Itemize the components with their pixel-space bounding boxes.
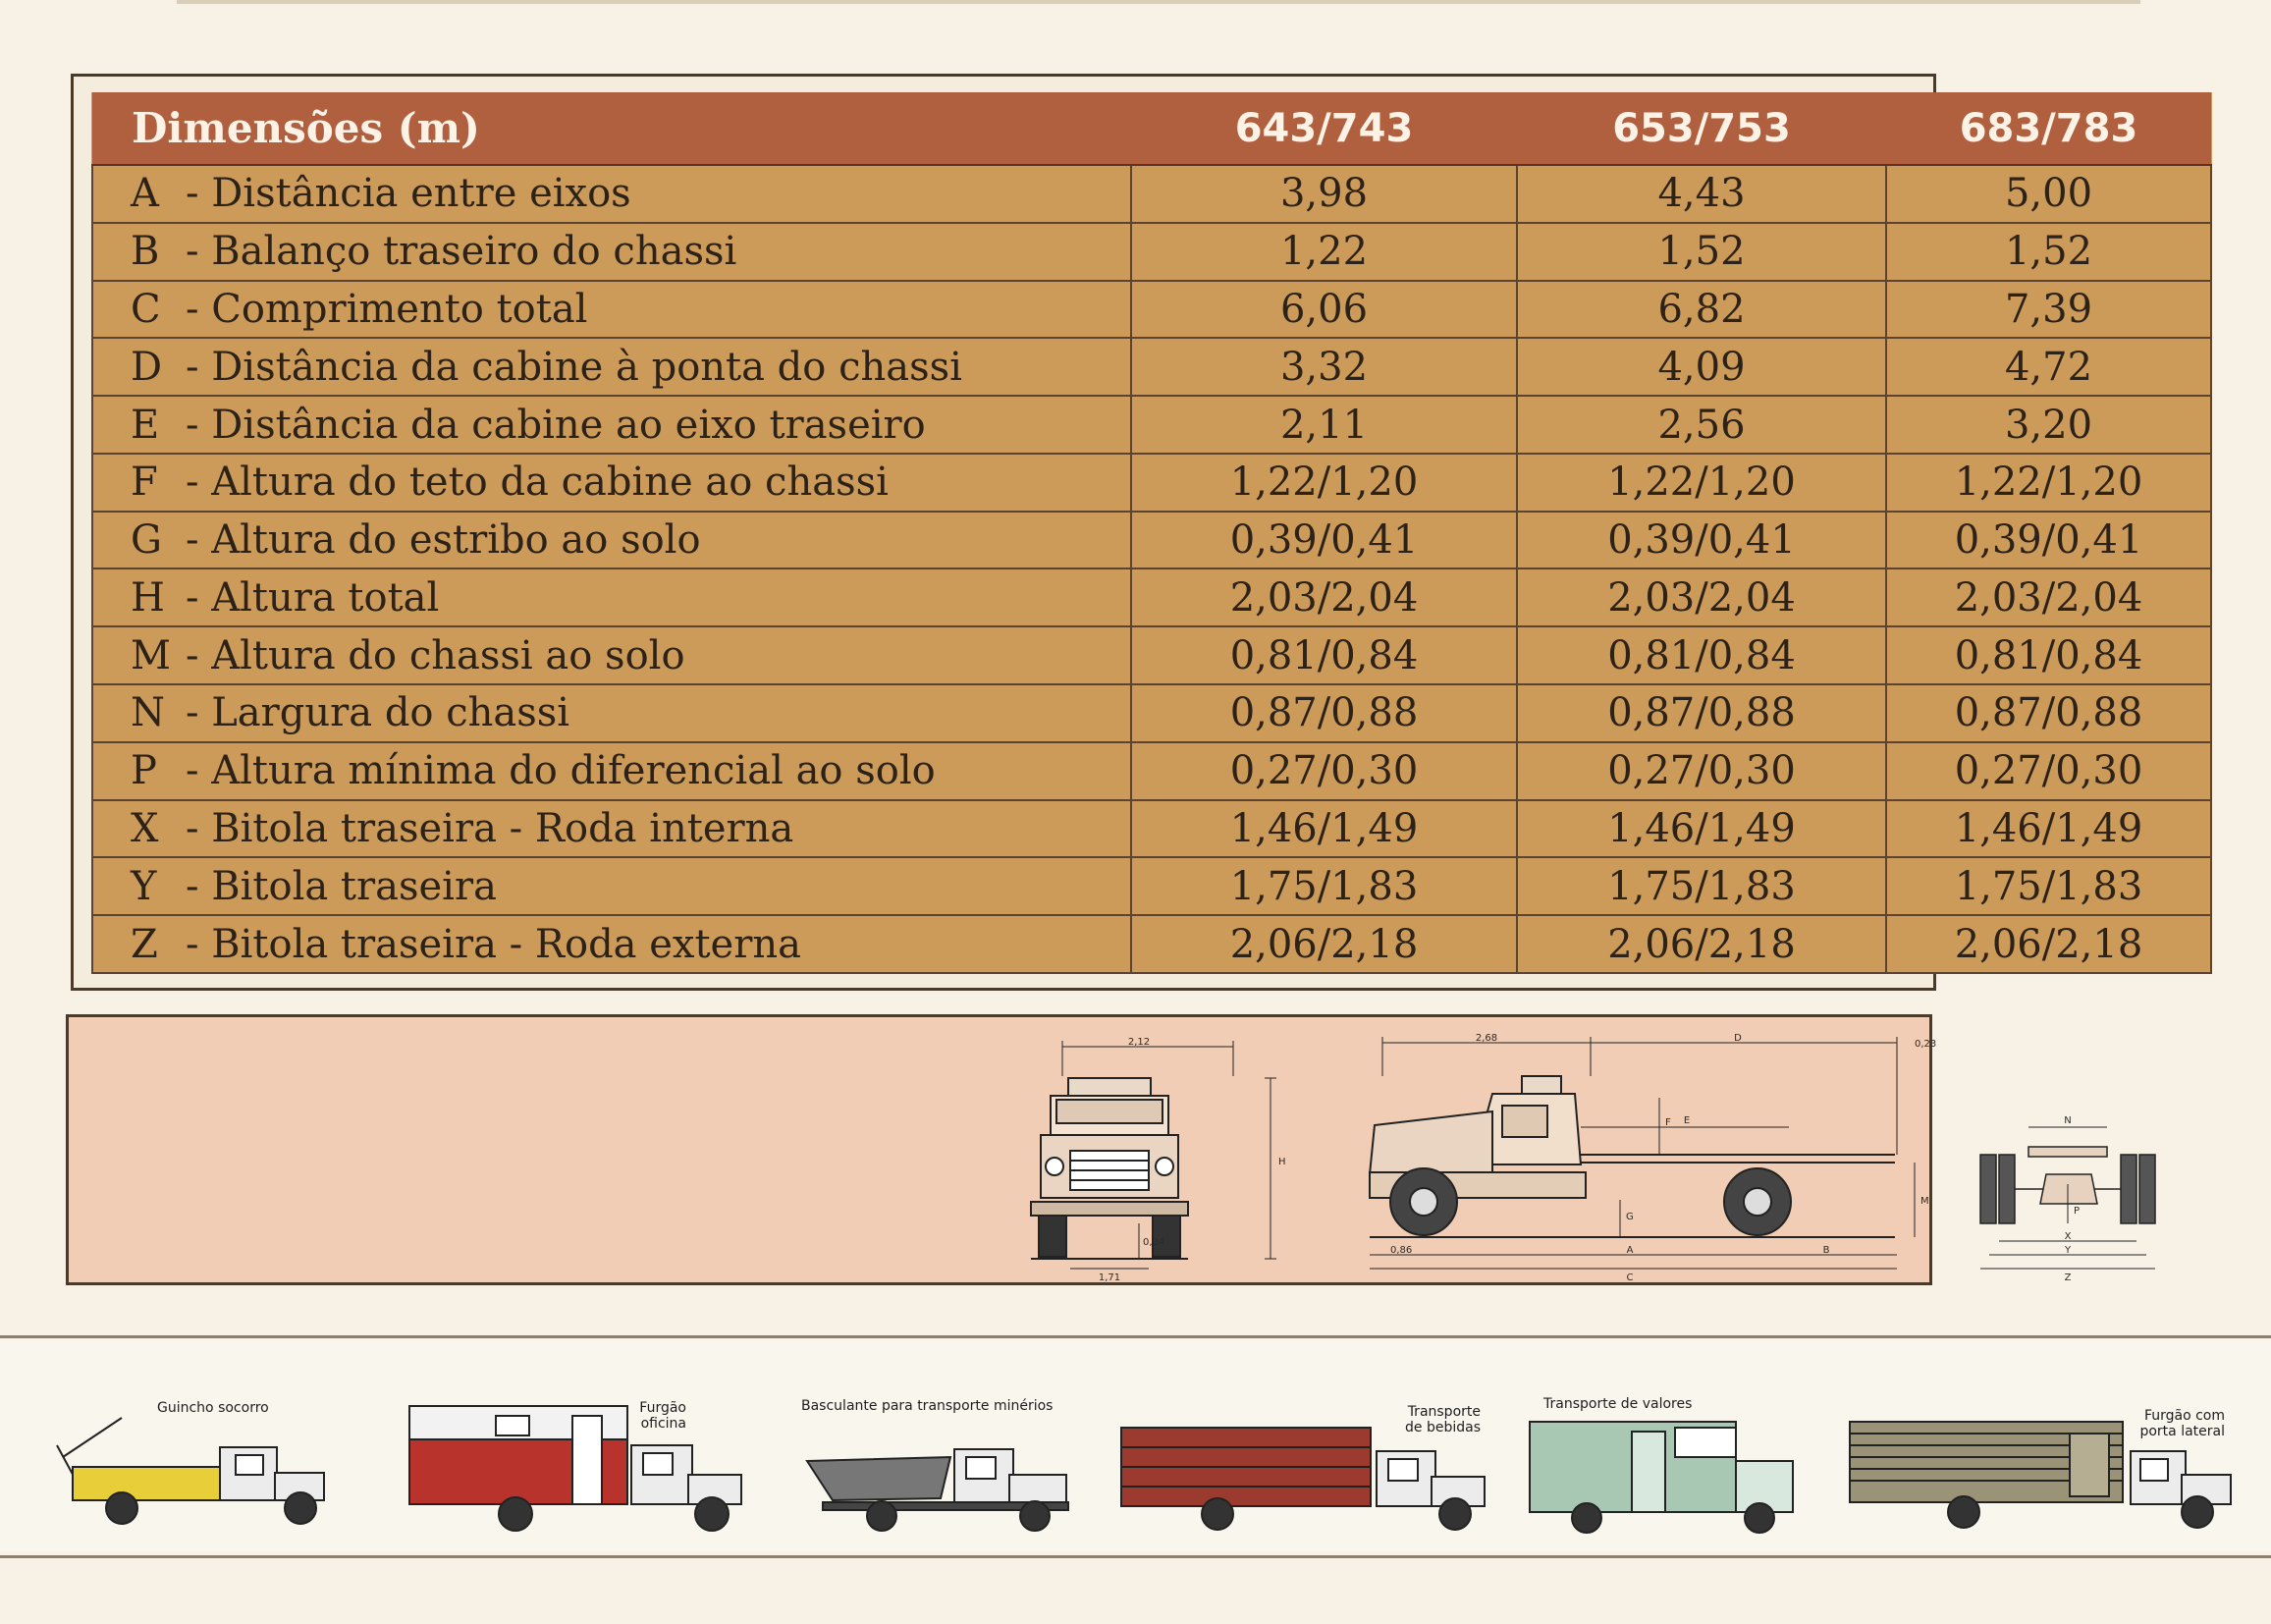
- dimension-code: F: [131, 460, 158, 506]
- table-row: [92, 396, 2211, 454]
- value-model-3: 0,27/0,30: [1886, 742, 2211, 800]
- technical-drawings-panel: [66, 1014, 2081, 1285]
- value-model-2: 0,81/0,84: [1517, 626, 1886, 684]
- value-model-1: 2,11: [1131, 396, 1517, 454]
- side-front-top: 2,68: [1475, 1033, 1498, 1044]
- dimension-label-cell: [92, 742, 1131, 800]
- rear-z: Z: [2064, 1272, 2072, 1283]
- value-model-3: 2,06/2,18: [1886, 915, 2211, 973]
- table-row: [92, 568, 2211, 626]
- value-model-3: 5,00: [1886, 165, 2211, 223]
- side-a: A: [1626, 1245, 1634, 1256]
- truck-dimension-drawings: [69, 1017, 2081, 1283]
- dimension-description: - Altura do chassi ao solo: [186, 632, 685, 678]
- dimension-label-cell: [92, 857, 1131, 915]
- side-front-bottom: 0,86: [1390, 1245, 1413, 1256]
- dump-truck-icon: [803, 1422, 1088, 1532]
- dimension-description: - Comprimento total: [186, 286, 588, 332]
- front-width-top: 2,12: [1127, 1037, 1151, 1048]
- value-model-3: 1,46/1,49: [1886, 800, 2211, 858]
- dimension-label-cell: [92, 223, 1131, 281]
- value-model-1: 0,81/0,84: [1131, 626, 1517, 684]
- value-model-3: 4,72: [1886, 338, 2211, 396]
- dimension-code: C: [131, 286, 161, 332]
- value-model-2: 2,06/2,18: [1517, 915, 1886, 973]
- label-armored-truck: Transporte de valores: [1543, 1396, 1693, 1412]
- side-d: D: [1734, 1033, 1742, 1044]
- value-model-1: 0,39/0,41: [1131, 512, 1517, 569]
- vehicle-dump-truck: [801, 1398, 1088, 1532]
- table-row: [92, 165, 2211, 223]
- value-model-3: 0,81/0,84: [1886, 626, 2211, 684]
- table-row: [92, 626, 2211, 684]
- dimension-code: N: [131, 690, 165, 736]
- label-beverage-truck-2: de bebidas: [1405, 1420, 1481, 1435]
- value-model-2: 1,52: [1517, 223, 1886, 281]
- dimension-description: - Balanço traseiro do chassi: [186, 229, 737, 275]
- vehicle-variants-band: [0, 1339, 2271, 1551]
- table-row: [92, 800, 2211, 858]
- label-dump-truck: Basculante para transporte minérios: [801, 1398, 1054, 1414]
- value-model-2: 4,09: [1517, 338, 1886, 396]
- tow-truck-icon: [43, 1398, 338, 1526]
- label-workshop-van-2: oficina: [640, 1416, 686, 1432]
- table-row: [92, 338, 2211, 396]
- table-body: [92, 165, 2211, 973]
- vehicle-side-door-van: [1846, 1408, 2239, 1534]
- value-model-1: 1,22: [1131, 223, 1517, 281]
- dimension-code: X: [131, 805, 159, 851]
- armored-truck-icon: [1528, 1408, 1822, 1534]
- value-model-3: 1,22/1,20: [1886, 454, 2211, 512]
- value-model-1: 3,32: [1131, 338, 1517, 396]
- dimension-label-cell: [92, 915, 1131, 973]
- band-bottom-rule: [0, 1555, 2271, 1558]
- value-model-1: 1,46/1,49: [1131, 800, 1517, 858]
- header-model-1: 643/743: [1131, 92, 1517, 165]
- table-row: [92, 512, 2211, 569]
- value-model-1: 3,98: [1131, 165, 1517, 223]
- table-row: [92, 454, 2211, 512]
- front-ground: 0,34: [1143, 1237, 1165, 1248]
- dimension-label-cell: [92, 626, 1131, 684]
- header-dimensions: Dimensões (m): [92, 92, 1131, 165]
- value-model-2: 1,46/1,49: [1517, 800, 1886, 858]
- label-side-door-van-1: Furgão com: [2143, 1408, 2225, 1424]
- value-model-1: 2,06/2,18: [1131, 915, 1517, 973]
- dimension-label-cell: [92, 454, 1131, 512]
- rear-p: P: [2074, 1206, 2081, 1217]
- dimension-description: - Bitola traseira: [186, 863, 497, 909]
- top-edge-rule: [177, 0, 2140, 4]
- band-top-rule: [0, 1335, 2271, 1338]
- side-m: M: [1920, 1196, 1929, 1207]
- table-row: [92, 742, 2211, 800]
- rear-x: X: [2064, 1231, 2072, 1242]
- side-e: E: [1683, 1115, 1691, 1126]
- table-row: [92, 857, 2211, 915]
- dimension-label-cell: [92, 338, 1131, 396]
- dimension-description: - Largura do chassi: [186, 690, 570, 736]
- value-model-3: 1,75/1,83: [1886, 857, 2211, 915]
- side-b: B: [1822, 1245, 1830, 1256]
- value-model-1: 1,75/1,83: [1131, 857, 1517, 915]
- dimension-description: - Distância entre eixos: [186, 171, 631, 217]
- label-side-door-van-2: porta lateral: [2139, 1424, 2225, 1439]
- value-model-1: 1,22/1,20: [1131, 454, 1517, 512]
- table-row: [92, 223, 2211, 281]
- dimension-code: P: [131, 748, 157, 794]
- table-row: [92, 281, 2211, 339]
- dimension-code: G: [131, 517, 162, 564]
- vehicle-workshop-van: [388, 1400, 751, 1532]
- dimension-label-cell: [92, 512, 1131, 569]
- rear-y: Y: [2064, 1245, 2072, 1256]
- dimension-label-cell: [92, 165, 1131, 223]
- dimension-code: B: [131, 229, 160, 275]
- value-model-2: 1,22/1,20: [1517, 454, 1886, 512]
- dimension-description: - Bitola traseira - Roda interna: [186, 805, 794, 851]
- front-view-drawing: [1031, 1078, 1188, 1259]
- dimension-code: M: [131, 632, 171, 678]
- side-g: G: [1626, 1212, 1634, 1222]
- value-model-2: 0,39/0,41: [1517, 512, 1886, 569]
- vehicle-armored-truck: [1528, 1396, 1822, 1534]
- table-header-row: [92, 92, 2211, 165]
- dimension-code: E: [131, 402, 160, 448]
- label-tow-truck: Guincho socorro: [157, 1400, 269, 1416]
- dimension-label-cell: [92, 396, 1131, 454]
- workshop-van-icon: [388, 1404, 751, 1532]
- label-beverage-truck-1: Transporte: [1407, 1404, 1481, 1420]
- dimension-code: Z: [131, 921, 158, 967]
- vehicle-tow-truck: [43, 1398, 338, 1526]
- value-model-3: 0,87/0,88: [1886, 684, 2211, 742]
- dimension-description: - Distância da cabine à ponta do chassi: [186, 344, 962, 390]
- dimension-label-cell: [92, 800, 1131, 858]
- value-model-3: 0,39/0,41: [1886, 512, 2211, 569]
- dimension-code: A: [131, 171, 159, 217]
- value-model-2: 0,27/0,30: [1517, 742, 1886, 800]
- table-row: [92, 915, 2211, 973]
- dimensions-table-frame: [71, 74, 2143, 991]
- dimension-description: - Altura do teto da cabine ao chassi: [186, 460, 889, 506]
- value-model-3: 7,39: [1886, 281, 2211, 339]
- dimension-description: - Distância da cabine ao eixo traseiro: [186, 402, 926, 448]
- value-model-3: 1,52: [1886, 223, 2211, 281]
- vehicle-beverage-truck: [1119, 1404, 1492, 1534]
- dimension-label-cell: [92, 684, 1131, 742]
- dimensions-table: [91, 92, 2212, 974]
- value-model-1: 2,03/2,04: [1131, 568, 1517, 626]
- value-model-1: 0,27/0,30: [1131, 742, 1517, 800]
- value-model-2: 6,82: [1517, 281, 1886, 339]
- header-model-3: 683/783: [1886, 92, 2211, 165]
- table-row: [92, 684, 2211, 742]
- dimension-description: - Altura do estribo ao solo: [186, 517, 701, 564]
- dimension-code: H: [131, 574, 165, 621]
- dimension-label-cell: [92, 568, 1131, 626]
- front-height: H: [1278, 1157, 1286, 1167]
- value-model-3: 2,03/2,04: [1886, 568, 2211, 626]
- value-model-1: 0,87/0,88: [1131, 684, 1517, 742]
- dimension-code: Y: [131, 863, 157, 909]
- rear-n: N: [2064, 1115, 2072, 1126]
- value-model-2: 4,43: [1517, 165, 1886, 223]
- value-model-3: 3,20: [1886, 396, 2211, 454]
- dimension-description: - Bitola traseira - Roda externa: [186, 921, 801, 967]
- side-rear-top: 0,23: [1915, 1039, 1937, 1050]
- header-model-2: 653/753: [1517, 92, 1886, 165]
- value-model-2: 0,87/0,88: [1517, 684, 1886, 742]
- value-model-1: 6,06: [1131, 281, 1517, 339]
- side-f: F: [1665, 1117, 1671, 1128]
- value-model-2: 2,56: [1517, 396, 1886, 454]
- side-c: C: [1626, 1272, 1634, 1283]
- label-workshop-van-1: Furgão: [639, 1400, 686, 1416]
- dimension-description: - Altura total: [186, 574, 440, 621]
- value-model-2: 2,03/2,04: [1517, 568, 1886, 626]
- dimension-code: D: [131, 344, 163, 390]
- dimension-label-cell: [92, 281, 1131, 339]
- dimension-description: - Altura mínima do diferencial ao solo: [186, 748, 936, 794]
- front-width-bottom: 1,71: [1098, 1272, 1121, 1283]
- value-model-2: 1,75/1,83: [1517, 857, 1886, 915]
